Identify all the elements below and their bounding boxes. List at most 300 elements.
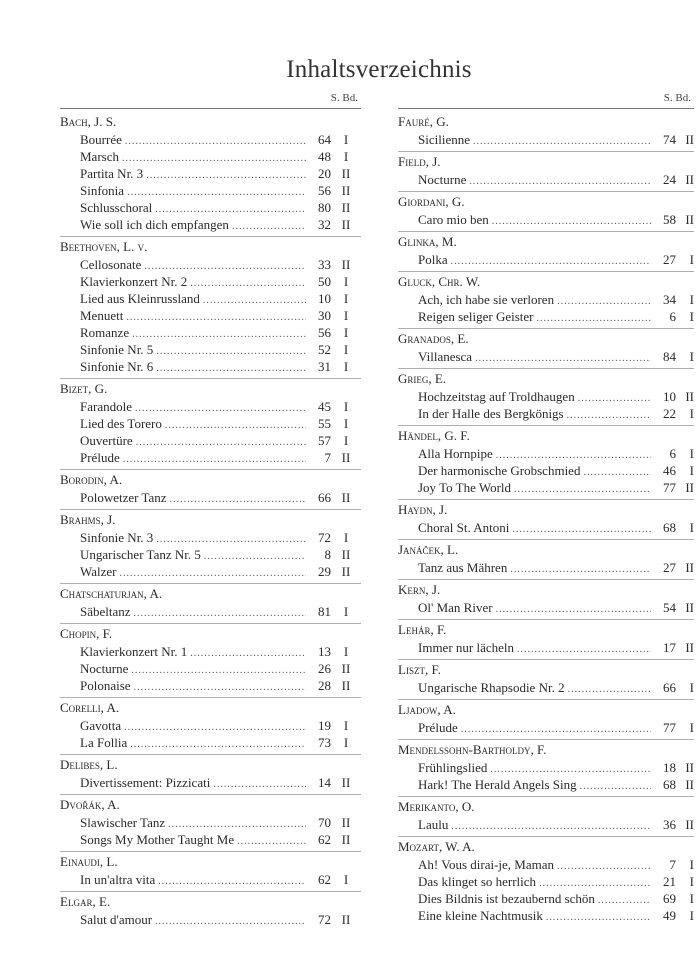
volume-number: I (343, 274, 349, 289)
piece-title: Klavierkonzert Nr. 1 (80, 644, 188, 659)
volume-number: II (341, 832, 351, 847)
composer-heading: Borodin, A. (60, 469, 361, 489)
piece-title: Ah! Vous dirai-je, Maman (418, 857, 554, 872)
toc-entry (60, 660, 361, 677)
toc-entry (398, 890, 694, 907)
composer-heading: Elgar, E. (60, 891, 361, 911)
page-number: 70 (318, 815, 331, 830)
piece-title: Laulu (418, 817, 449, 832)
composer-heading: Bizet, G. (60, 378, 361, 398)
piece-title: Wie soll ich dich empfangen (80, 217, 229, 232)
toc-entry (60, 677, 361, 694)
volume-number: II (341, 678, 351, 693)
piece-title: Ach, ich habe sie verloren (418, 292, 555, 307)
toc-entry (60, 307, 361, 324)
volume-number: I (343, 399, 349, 414)
toc-entry (60, 273, 361, 290)
dot-leader (461, 721, 651, 738)
composer-heading: Lehár, F. (398, 619, 694, 639)
piece-title: Walzer (80, 564, 117, 579)
dot-leader (580, 778, 651, 795)
piece-title: Sinfonie Nr. 5 (80, 342, 154, 357)
composer-heading: Mendelssohn-Bartholdy, F. (398, 739, 694, 759)
piece-title: Reigen seliger Geister (418, 309, 534, 324)
toc-entry (60, 643, 361, 660)
volume-number: II (341, 661, 351, 676)
page-number: 29 (318, 564, 331, 579)
composer-heading: Gluck, Chr. W. (398, 271, 694, 291)
toc-entry (60, 182, 361, 199)
composer-heading: Glinka, M. (398, 231, 694, 251)
toc-entry (398, 462, 694, 479)
page-number: 27 (663, 560, 676, 575)
toc-entry (398, 308, 694, 325)
piece-title: Lied aus Kleinrussland (80, 291, 200, 306)
piece-title: Romanze (80, 325, 130, 340)
piece-title: Polonaise (80, 678, 131, 693)
toc-entry (60, 563, 361, 580)
toc-entry (398, 519, 694, 536)
volume-number: II (685, 389, 694, 404)
composer-heading: Fauré, G. (398, 114, 449, 129)
dot-leader (119, 565, 306, 582)
toc-entry (398, 639, 694, 656)
toc-entry (398, 291, 694, 308)
toc-entry (60, 358, 361, 375)
piece-title: Nocturne (418, 172, 467, 187)
page-number: 34 (663, 292, 676, 307)
page-number: 62 (318, 872, 331, 887)
toc-entry (398, 131, 694, 148)
page-number: 10 (663, 389, 676, 404)
volume-number: I (343, 872, 349, 887)
volume-number: II (341, 183, 351, 198)
toc-entry (398, 171, 694, 188)
dot-leader (165, 417, 306, 434)
volume-number: I (689, 406, 694, 421)
page-number: 21 (663, 874, 676, 889)
dot-leader (170, 491, 306, 508)
piece-title: Schlusschoral (80, 200, 153, 215)
dot-leader (127, 184, 306, 201)
dot-leader (537, 310, 651, 327)
volume-number: II (685, 817, 694, 832)
page-number: 28 (318, 678, 331, 693)
composer-heading: Grieg, E. (398, 368, 694, 388)
piece-title: Alla Hornpipe (418, 446, 493, 461)
piece-title: Dies Bildnis ist bezaubernd schön (418, 891, 595, 906)
volume-number: I (343, 604, 349, 619)
piece-title: La Follia (80, 735, 128, 750)
volume-number: II (341, 166, 351, 181)
page-number: 20 (318, 166, 331, 181)
page-number: 74 (663, 132, 676, 147)
composer-heading: Mozart, W. A. (398, 836, 694, 856)
toc-entry (398, 816, 694, 833)
piece-title: Polka (418, 252, 448, 267)
page-number: 7 (324, 450, 331, 465)
piece-title: Slawischer Tanz (80, 815, 166, 830)
piece-title: Frühlingslied (418, 760, 488, 775)
composer-heading: Janáček, L. (398, 539, 694, 559)
piece-title: Sicilienne (418, 132, 470, 147)
volume-number: II (685, 560, 694, 575)
page-number: 45 (318, 399, 331, 414)
toc-entry (398, 599, 694, 616)
piece-title: Eine kleine Nachtmusik (418, 908, 543, 923)
volume-number: I (689, 252, 694, 267)
dot-leader (546, 909, 651, 926)
volume-number: II (341, 815, 351, 830)
composer-heading: Einaudi, L. (60, 851, 361, 871)
toc-entry (60, 529, 361, 546)
dot-leader (583, 464, 651, 481)
dot-leader (232, 218, 306, 235)
volume-number: II (341, 217, 351, 232)
toc-entry (398, 445, 694, 462)
toc-entry (398, 719, 694, 736)
piece-title: Sinfonia (80, 183, 125, 198)
volume-number: I (343, 291, 349, 306)
dot-leader (568, 681, 651, 698)
toc-entry (398, 388, 694, 405)
toc-entry (398, 856, 694, 873)
piece-title: Marsch (80, 149, 119, 164)
dot-leader (122, 150, 306, 167)
dot-leader (155, 913, 306, 930)
page-number: 68 (663, 520, 676, 535)
piece-title: Ungarischer Tanz Nr. 5 (80, 547, 201, 562)
toc-entry (60, 415, 361, 432)
page-number: 72 (318, 912, 331, 927)
page-number: 64 (318, 132, 331, 147)
volume-number: II (685, 760, 694, 775)
composer-heading: Merikanto, O. (398, 796, 694, 816)
composer-heading: Händel, G. F. (398, 425, 694, 445)
piece-title: Sinfonie Nr. 3 (80, 530, 154, 545)
toc-entry (60, 398, 361, 415)
composer-heading: Delibes, L. (60, 754, 361, 774)
page-number: 24 (663, 172, 676, 187)
toc-entry (60, 290, 361, 307)
toc-entry (398, 348, 694, 365)
dot-leader (510, 561, 651, 578)
volume-number: I (343, 718, 349, 733)
volume-number: II (685, 777, 694, 792)
composer-heading: Corelli, A. (60, 697, 361, 717)
piece-title: Tanz aus Mähren (418, 560, 508, 575)
dot-leader (496, 601, 651, 618)
page-number: 58 (663, 212, 676, 227)
dot-leader (126, 309, 306, 326)
piece-title: Hark! The Herald Angels Sing (418, 777, 577, 792)
page-number: 56 (318, 325, 331, 340)
volume-number: I (343, 530, 349, 545)
page-number: 56 (318, 183, 331, 198)
volume-number: I (689, 349, 694, 364)
volume-number: I (343, 342, 349, 357)
toc-entry (60, 199, 361, 216)
volume-number: I (689, 908, 694, 923)
dot-leader (567, 407, 651, 424)
page-number: 46 (663, 463, 676, 478)
toc-entry (60, 449, 361, 466)
piece-title: Salut d'amour (80, 912, 153, 927)
piece-title: Sinfonie Nr. 6 (80, 359, 154, 374)
composer-heading: Giordani, G. (398, 191, 694, 211)
page-number: 48 (318, 149, 331, 164)
dot-leader (213, 776, 306, 793)
piece-title: Ol' Man River (418, 600, 493, 615)
toc-entry (60, 256, 361, 273)
page-number: 66 (663, 680, 676, 695)
dot-leader (204, 548, 306, 565)
toc-entry (60, 717, 361, 734)
toc-entry (60, 814, 361, 831)
page-number: 66 (318, 490, 331, 505)
page-number: 77 (663, 480, 676, 495)
dot-leader (514, 481, 651, 498)
dot-leader (156, 360, 306, 377)
composer-heading: Brahms, J. (60, 509, 361, 529)
composer-heading: Dvořák, A. (60, 794, 361, 814)
toc-entry (398, 759, 694, 776)
toc-entry (398, 776, 694, 793)
page-number: 49 (663, 908, 676, 923)
toc-entry (398, 559, 694, 576)
page-number: 77 (663, 720, 676, 735)
volume-number: II (685, 132, 694, 147)
page-number: 10 (318, 291, 331, 306)
piece-title: Ungarische Rhapsodie Nr. 2 (418, 680, 565, 695)
composer-heading: Bach, J. S. (60, 114, 117, 129)
volume-number: II (685, 480, 694, 495)
page-number: 6 (669, 446, 676, 461)
dot-leader (598, 892, 651, 909)
volume-number: I (343, 644, 349, 659)
page-number: 69 (663, 891, 676, 906)
page-number: 36 (663, 817, 676, 832)
dot-leader (190, 645, 306, 662)
page-title: Inhaltsverzeichnis (286, 56, 472, 83)
piece-title: Partita Nr. 3 (80, 166, 144, 181)
page-number: 80 (318, 200, 331, 215)
toc-column-left (60, 90, 361, 928)
volume-number: I (689, 891, 694, 906)
piece-title: Lied des Torero (80, 416, 162, 431)
piece-title: In un'altra vita (80, 872, 156, 887)
dot-leader (578, 390, 651, 407)
page-number: 22 (663, 406, 676, 421)
piece-title: Gavotta (80, 718, 122, 733)
page-number: 14 (318, 775, 331, 790)
column-header: S. Bd. (60, 90, 361, 109)
toc-entry (60, 603, 361, 620)
piece-title: Nocturne (80, 661, 129, 676)
column-header: S. Bd. (398, 90, 694, 109)
composer-heading: Liszt, F. (398, 659, 694, 679)
piece-title: Villanesca (418, 349, 473, 364)
page-number: 8 (324, 547, 331, 562)
page-number: 84 (663, 349, 676, 364)
page-number: 54 (663, 600, 676, 615)
piece-title: Immer nur lächeln (418, 640, 515, 655)
volume-number: I (689, 520, 694, 535)
dot-leader (134, 605, 306, 622)
volume-number: I (343, 325, 349, 340)
volume-number: II (685, 640, 694, 655)
toc-entry (60, 148, 361, 165)
toc-entry (60, 131, 361, 148)
dot-leader (469, 173, 651, 190)
dot-leader (557, 858, 651, 875)
volume-number: II (341, 450, 351, 465)
page-number: 68 (663, 777, 676, 792)
dot-leader (512, 521, 651, 538)
dot-leader (156, 343, 306, 360)
page-number: 18 (663, 760, 676, 775)
toc-entry (60, 216, 361, 233)
piece-title: Bourrée (80, 132, 122, 147)
page-number: 73 (318, 735, 331, 750)
volume-number: II (341, 257, 351, 272)
volume-number: II (685, 600, 694, 615)
page-number: 57 (318, 433, 331, 448)
dot-leader (123, 451, 306, 468)
dot-leader (132, 326, 306, 343)
toc-entry (60, 911, 361, 928)
dot-leader (475, 350, 651, 367)
page-number: 31 (318, 359, 331, 374)
composer-list (60, 112, 361, 928)
volume-number: I (689, 463, 694, 478)
toc-entry (60, 341, 361, 358)
page-number: 6 (669, 309, 676, 324)
dot-leader (473, 133, 651, 150)
dot-leader (136, 434, 306, 451)
page-number: 81 (318, 604, 331, 619)
page-number: 13 (318, 644, 331, 659)
piece-title: Säbeltanz (80, 604, 131, 619)
toc-entry (398, 873, 694, 890)
page-number: 52 (318, 342, 331, 357)
composer-heading: Field, J. (398, 151, 694, 171)
volume-number: II (341, 912, 351, 927)
page-number: 26 (318, 661, 331, 676)
volume-number: I (689, 309, 694, 324)
composer-heading: Haydn, J. (398, 499, 694, 519)
volume-number: I (343, 735, 349, 750)
toc-entry (60, 324, 361, 341)
volume-number: I (689, 680, 694, 695)
volume-number: II (341, 547, 351, 562)
page-number: 72 (318, 530, 331, 545)
composer-heading: Kern, J. (398, 579, 694, 599)
page-number: 62 (318, 832, 331, 847)
volume-number: II (341, 490, 351, 505)
volume-number: I (689, 446, 694, 461)
toc-entry (398, 907, 694, 924)
toc-entry (398, 679, 694, 696)
dot-leader (557, 293, 651, 310)
piece-title: Prélude (418, 720, 458, 735)
piece-title: Songs My Mother Taught Me (80, 832, 235, 847)
page-number: 32 (318, 217, 331, 232)
volume-number: II (341, 775, 351, 790)
volume-number: I (343, 308, 349, 323)
piece-title: Hochzeitstag auf Troldhaugen (418, 389, 575, 404)
volume-number: I (343, 416, 349, 431)
page-number: 7 (669, 857, 676, 872)
page-number: 17 (663, 640, 676, 655)
dot-leader (146, 167, 306, 184)
volume-number: II (341, 564, 351, 579)
volume-number: I (689, 857, 694, 872)
toc-entry (60, 774, 361, 791)
toc-entry (60, 831, 361, 848)
toc-entry (60, 432, 361, 449)
dot-leader (451, 818, 651, 835)
volume-number: I (689, 874, 694, 889)
composer-heading: Chopin, F. (60, 623, 361, 643)
volume-number: I (689, 292, 694, 307)
piece-title: Klavierkonzert Nr. 2 (80, 274, 188, 289)
page-number: 27 (663, 252, 676, 267)
piece-title: Choral St. Antoni (418, 520, 510, 535)
dot-leader (131, 662, 306, 679)
dot-leader (451, 253, 651, 270)
piece-title: Menuett (80, 308, 124, 323)
dot-leader (125, 133, 306, 150)
piece-title: Cellosonate (80, 257, 142, 272)
toc-entry (60, 734, 361, 751)
composer-heading: Ljadow, A. (398, 699, 694, 719)
dot-leader (517, 641, 651, 658)
piece-title: Divertissement: Pizzicati (80, 775, 211, 790)
piece-title: In der Halle des Bergkönigs (418, 406, 564, 421)
toc-entry (398, 211, 694, 228)
piece-title: Polowetzer Tanz (80, 490, 167, 505)
volume-number: I (343, 149, 349, 164)
dot-leader (190, 275, 306, 292)
page-number: 55 (318, 416, 331, 431)
toc-entry (60, 871, 361, 888)
piece-title: Joy To The World (418, 480, 512, 495)
piece-title: Prélude (80, 450, 120, 465)
volume-number: I (343, 433, 349, 448)
volume-number: I (343, 359, 349, 374)
composer-heading: Chatschaturjan, A. (60, 583, 361, 603)
piece-title: Farandole (80, 399, 132, 414)
piece-title: Ouvertüre (80, 433, 133, 448)
piece-title: Caro mio ben (418, 212, 489, 227)
dot-leader (492, 213, 651, 230)
composer-heading: Beethoven, L. v. (60, 236, 361, 256)
toc-entry (60, 489, 361, 506)
piece-title: Der harmonische Grobschmied (418, 463, 581, 478)
toc-entry (398, 251, 694, 268)
page-number: 19 (318, 718, 331, 733)
volume-number: I (343, 132, 349, 147)
volume-number: II (685, 212, 694, 227)
volume-number: II (685, 172, 694, 187)
toc-column-right (398, 90, 694, 924)
piece-title: Das klinget so herrlich (418, 874, 537, 889)
toc-entry (398, 479, 694, 496)
dot-leader (158, 873, 306, 890)
composer-heading: Granados, E. (398, 328, 694, 348)
volume-number: II (341, 200, 351, 215)
